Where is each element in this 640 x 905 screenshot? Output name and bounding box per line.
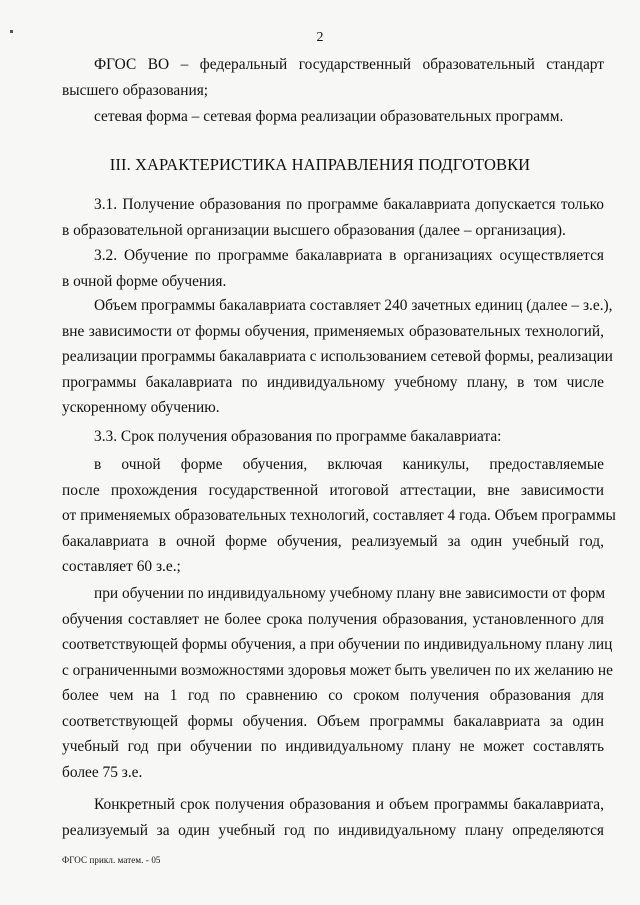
text-line: реализуемый за один учебный год по индивидуальному плану определяются	[62, 821, 604, 839]
text-line: соответствующей формы обучения. Объем программы бакалавриата за один	[62, 712, 604, 730]
text-line: более 75 з.е.	[62, 763, 143, 781]
page-number: 2	[316, 30, 324, 45]
text-line: в очной форме обучения, включая каникулы, предоставляемые	[94, 456, 604, 473]
text-line: более чем на 1 год по сравнению со сроком получения образования для	[62, 687, 604, 704]
text-line: соответствующей формы обучения, а при обучении по индивидуальному плану лиц	[62, 636, 613, 653]
paragraph-fgos-definition	[62, 52, 604, 103]
paragraph-full-time	[62, 452, 616, 580]
text-line: вне зависимости от формы обучения, применяемых образовательных технологий,	[62, 322, 604, 340]
paragraph-network-definition	[62, 104, 604, 130]
text-line: программы бакалавриата по индивидуальному учебному плану, в том числе	[62, 373, 604, 391]
text-line: с ограниченными возможностями здоровья может быть увеличен по их желанию не	[62, 661, 613, 679]
paragraph-3-3	[62, 424, 604, 450]
paragraph-3-1	[62, 192, 604, 243]
text-line: в очной форме обучения.	[62, 272, 227, 290]
text-line: бакалавриата в очной форме обучения, реализуемый за один учебный год,	[62, 532, 604, 550]
paragraph-3-2	[62, 243, 604, 294]
text-line: 3.2. Обучение по программе бакалавриата в организациях осуществляется	[94, 247, 604, 264]
text-line: ускоренному обучению.	[62, 399, 220, 416]
paragraph-individual-plan	[62, 581, 613, 785]
text-line: высшего образования;	[62, 81, 209, 99]
text-line: ФГОС ВО – федеральный государственный образовательный стандарт	[94, 56, 604, 73]
text-line: в образовательной организации высшего образования (далее – организация).	[62, 221, 566, 239]
text-line: после прохождения государственной итоговой аттестации, вне зависимости	[62, 481, 604, 499]
text-line: сетевая форма – сетевая форма реализации образовательных программ.	[94, 108, 564, 125]
text-line: 3.3. Срок получения образования по программе бакалавриата:	[94, 428, 502, 445]
footer-code: ФГОС прикл. матем. - 05	[62, 855, 161, 865]
text-line: от применяемых образовательных технологий, составляет 4 года. Объем программы	[62, 507, 616, 524]
text-line: реализации программы бакалавриата с использованием сетевой формы, реализации	[62, 348, 613, 365]
text-line: 3.1. Получение образования по программе бакалавриата допускается только	[94, 196, 604, 213]
text-line: Объем программы бакалавриата составляет 240 зачетных единиц (далее – з.е.),	[94, 297, 613, 314]
section-heading: III. ХАРАКТЕРИСТИКА НАПРАВЛЕНИЯ ПОДГОТОВКИ	[109, 155, 531, 174]
text-line: Конкретный срок получения образования и объем программы бакалавриата,	[94, 796, 604, 813]
text-line: при обучении по индивидуальному учебному плану вне зависимости от форм	[94, 585, 606, 602]
paragraph-volume	[62, 293, 613, 421]
paragraph-specific-term	[62, 792, 604, 843]
text-line: составляет 60 з.е.;	[62, 558, 181, 575]
text-line: учебный год при обучении по индивидуальному плану не может составлять	[62, 738, 604, 755]
text-line: обучения составляет не более срока получения образования, установленного для	[62, 610, 604, 628]
